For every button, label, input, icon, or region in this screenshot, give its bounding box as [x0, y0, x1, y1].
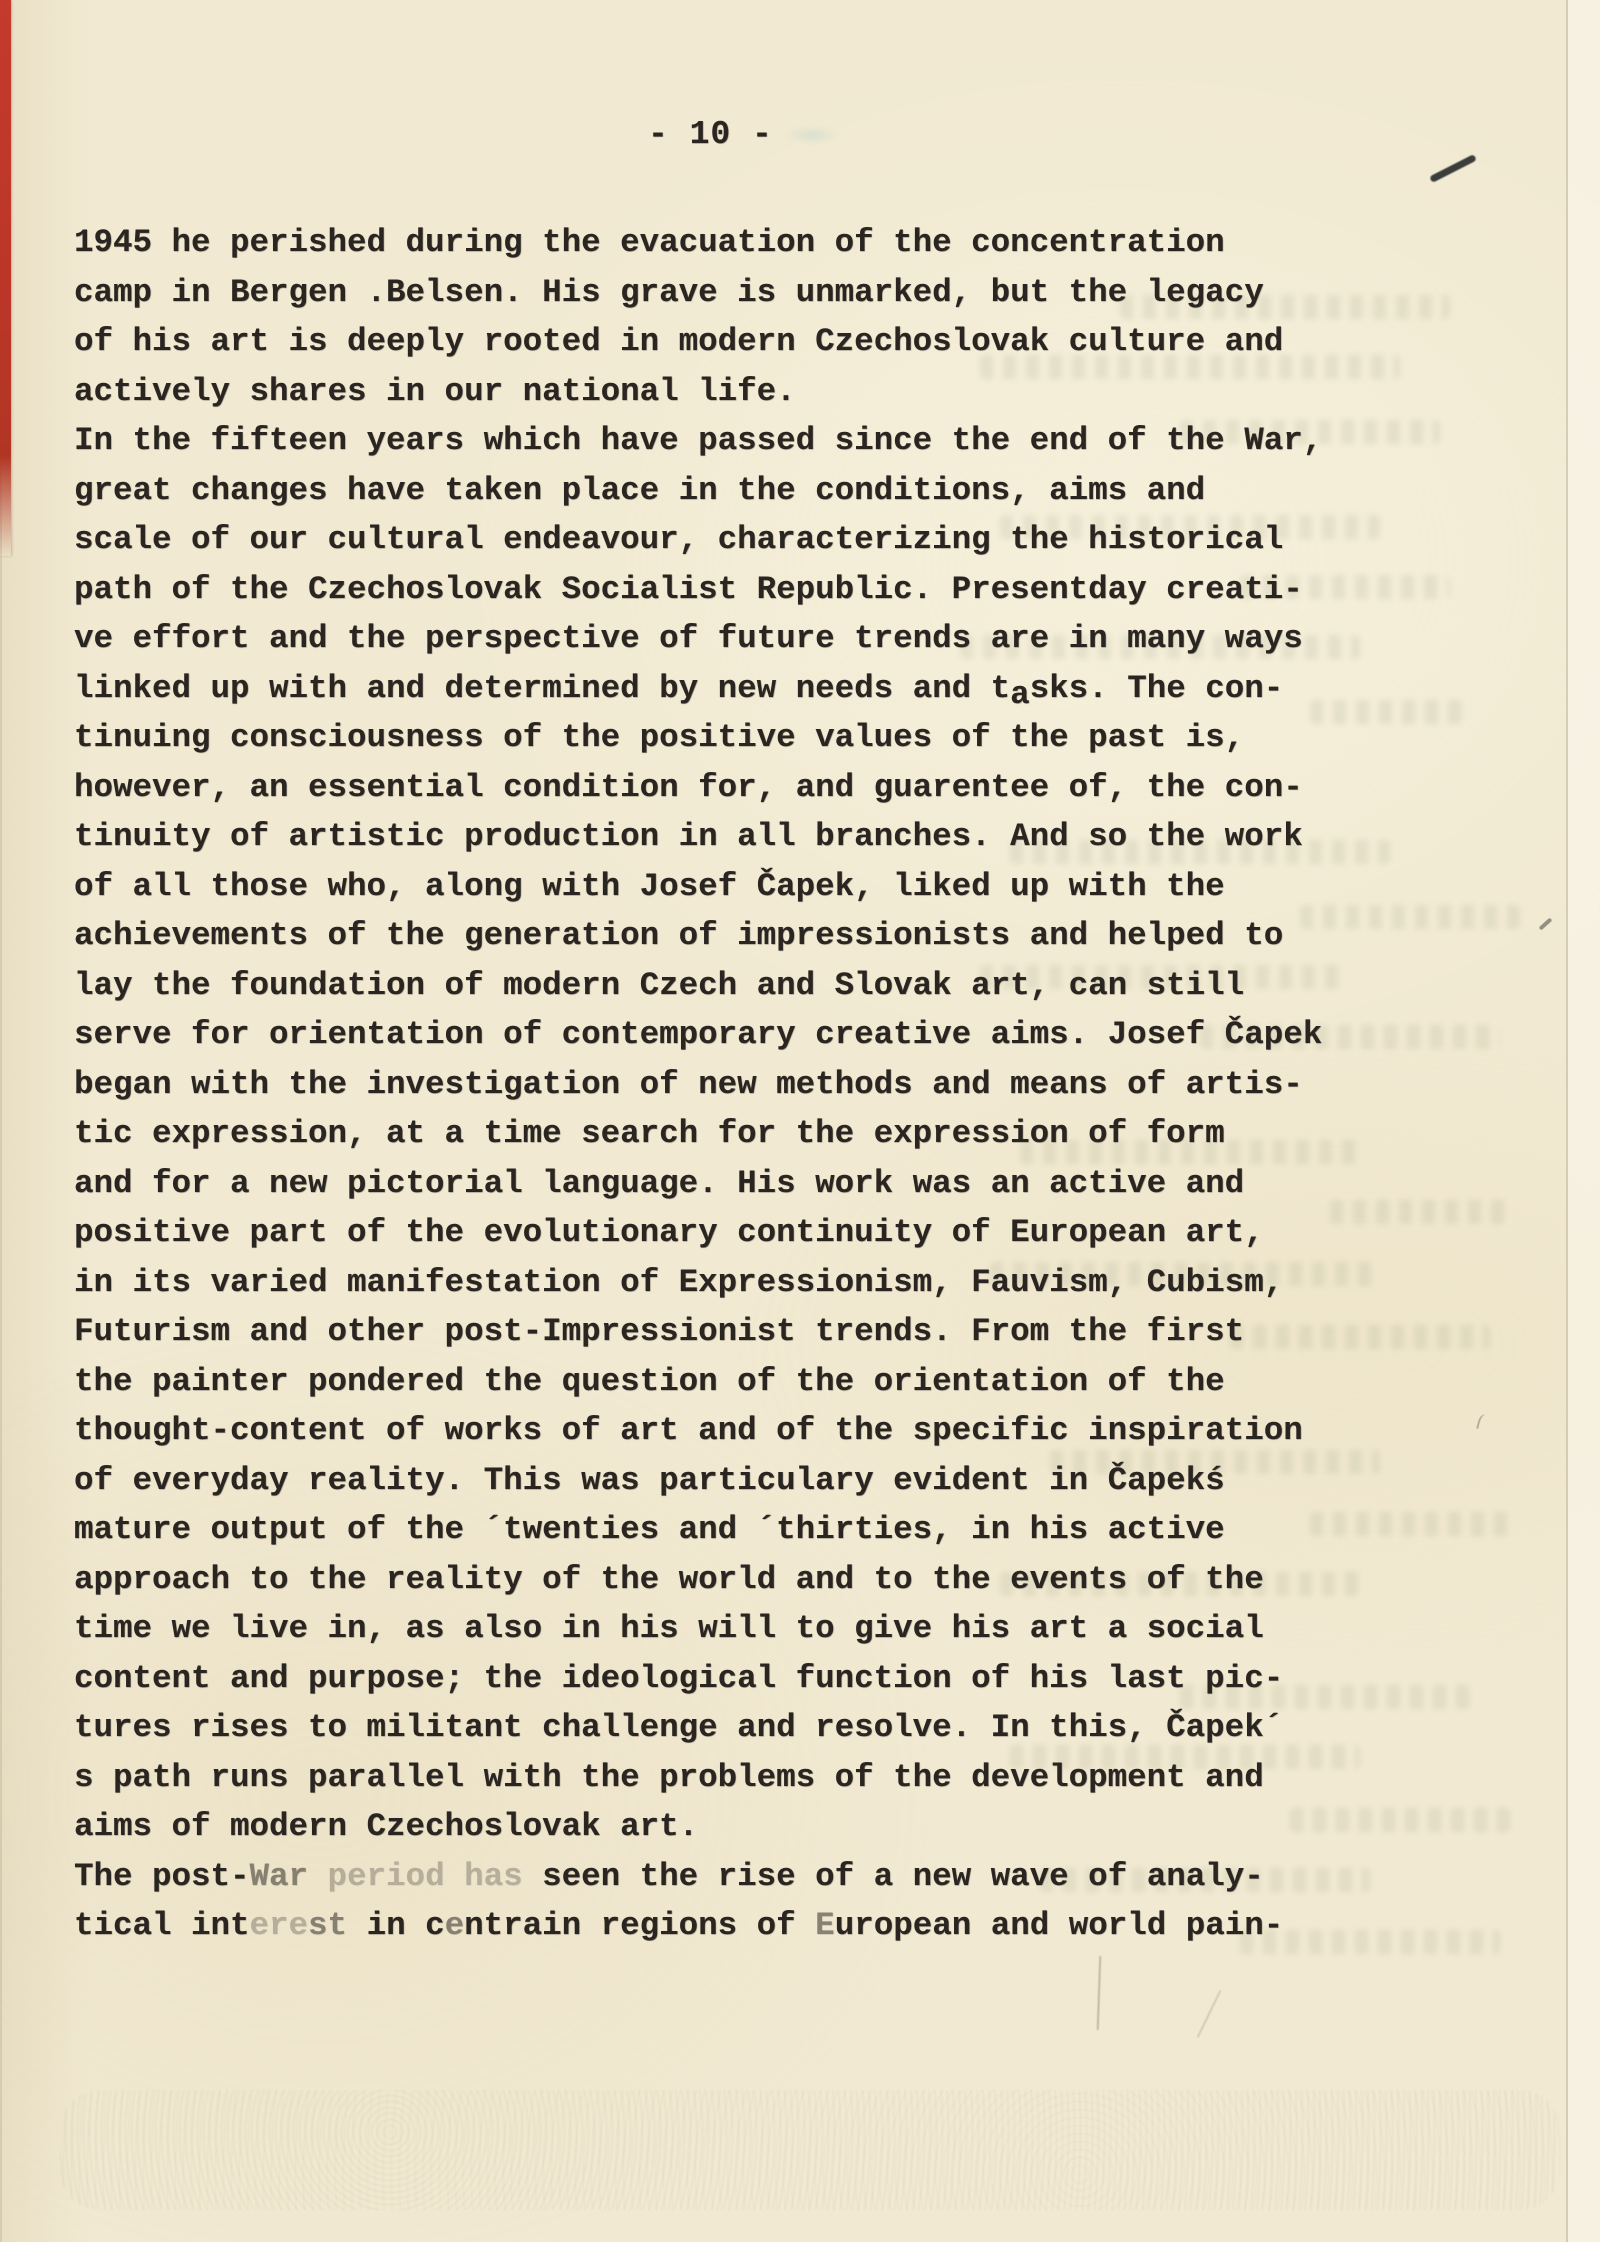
text-line — [74, 1109, 1374, 1159]
text-segment: linked up with and determined by new needs and t — [74, 669, 1011, 707]
text-segment: aims of modern Czechoslovak art. — [74, 1808, 699, 1845]
text-segment: tinuity of artistic production in all branches. And so the work — [74, 818, 1303, 855]
text-segment: achievements of the generation of impressionists and helped to — [74, 917, 1284, 954]
text-line — [74, 515, 1374, 565]
text-segment: st — [308, 1907, 348, 1944]
text-line — [74, 713, 1374, 763]
text-line — [74, 1604, 1374, 1654]
text-segment: of everyday reality. This was particulary evident in Čapekś — [74, 1461, 1225, 1499]
text-segment: tical int — [74, 1907, 250, 1944]
text-segment: The post- — [74, 1857, 250, 1895]
text-segment: ntrain regions of — [464, 1907, 816, 1944]
text-line — [74, 1307, 1374, 1357]
text-line — [74, 664, 1374, 714]
text-segment: the painter pondered the question of the orientation of the — [74, 1362, 1225, 1400]
text-block — [74, 218, 1374, 1951]
text-line — [74, 317, 1374, 367]
right-paper-edge — [1566, 0, 1600, 2242]
text-segment: ve effort and the perspective of future trends are in many ways — [74, 620, 1303, 657]
text-segment: tinuing consciousness of the positive values of the past is, — [74, 719, 1245, 756]
text-line — [74, 1555, 1374, 1605]
text-segment: content and purpose; the ideological function of his last pic- — [74, 1659, 1284, 1697]
text-segment: e — [444, 1907, 465, 1944]
text-segment: E — [815, 1907, 835, 1944]
text-segment: period has — [327, 1857, 523, 1895]
text-line — [74, 1802, 1374, 1852]
text-line — [74, 367, 1374, 417]
text-line — [74, 1753, 1374, 1803]
text-segment: seen the rise of a new wave of analy- — [522, 1857, 1264, 1895]
text-segment: time we live in, as also in his will to give his art a social — [74, 1610, 1264, 1647]
pencil-dash-mark — [1429, 154, 1477, 183]
text-segment: lay the foundation of modern Czech and Slovak art, can still — [74, 966, 1245, 1004]
text-line — [74, 1060, 1374, 1110]
paper-stain-band — [60, 2090, 1560, 2210]
text-segment: in c — [347, 1907, 445, 1944]
text-segment: a — [1010, 675, 1030, 713]
text-line — [74, 1901, 1374, 1951]
text-line — [74, 961, 1374, 1011]
text-line — [74, 1505, 1374, 1555]
text-segment: positive part of the evolutionary continuity of European art, — [74, 1214, 1264, 1251]
text-segment: approach to the reality of the world and to the events of the — [74, 1560, 1264, 1598]
text-line — [74, 763, 1374, 813]
text-segment: camp in Bergen .Belsen. His grave is unmarked, but the legacy — [74, 273, 1264, 311]
text-line — [74, 1357, 1374, 1407]
text-segment: however, an essential condition for, and guarentee of, the con- — [74, 768, 1303, 806]
text-line — [74, 614, 1374, 664]
paper-scratch — [1197, 1990, 1222, 2038]
text-segment: mature output of the ´twenties and ´thirties, in his active — [74, 1511, 1225, 1548]
text-line — [74, 268, 1374, 318]
text-segment: began with the investigation of new methods and means of artis- — [74, 1065, 1303, 1103]
text-line — [74, 218, 1374, 268]
pencil-squiggle-mark — [1476, 1413, 1490, 1431]
text-segment: War — [249, 1857, 328, 1895]
red-binding-strip — [0, 0, 11, 556]
text-line — [74, 1258, 1374, 1308]
text-line — [74, 1703, 1374, 1753]
text-segment: of his art is deeply rooted in modern Czechoslovak culture and — [74, 323, 1284, 360]
text-line — [74, 1010, 1374, 1060]
ink-smudge — [786, 126, 838, 144]
text-segment: path of the Czechoslovak Socialist Republic. Presentday creati- — [74, 570, 1303, 608]
text-segment: ere — [249, 1907, 309, 1944]
text-line — [74, 1159, 1374, 1209]
text-line — [74, 1654, 1374, 1704]
text-line — [74, 1456, 1374, 1506]
text-segment: of all those who, along with Josef Čapek, liked up with the — [74, 867, 1225, 905]
text-line — [74, 416, 1374, 466]
text-line — [74, 565, 1374, 615]
text-segment: s path runs parallel with the problems of the development and — [74, 1758, 1264, 1796]
text-segment: and for a new pictorial language. His work was an active and — [74, 1164, 1245, 1202]
text-segment: Futurism and other post-Impressionist trends. From the first — [74, 1313, 1245, 1350]
text-segment: scale of our cultural endeavour, characterizing the historical — [74, 521, 1284, 558]
text-line — [74, 812, 1374, 862]
text-line — [74, 911, 1374, 961]
text-segment: in its varied manifestation of Expressionism, Fauvism, Cubism, — [74, 1263, 1284, 1301]
text-segment: actively shares in our national life. — [74, 372, 796, 410]
text-line — [74, 1406, 1374, 1456]
text-segment: serve for orientation of contemporary creative aims. Josef Čapek — [74, 1016, 1323, 1053]
text-segment: great changes have taken place in the conditions, aims and — [74, 471, 1206, 509]
page-number: - 10 - — [648, 116, 773, 153]
text-line — [74, 1852, 1374, 1902]
pencil-tick-mark — [1539, 917, 1553, 930]
text-line — [74, 1208, 1374, 1258]
text-line — [74, 466, 1374, 516]
text-line — [74, 862, 1374, 912]
text-segment: In the fifteen years which have passed since the end of the War, — [74, 422, 1323, 459]
text-segment: sks. The con- — [1029, 669, 1284, 707]
text-segment: uropean and world pain- — [834, 1907, 1284, 1944]
text-segment: tic expression, at a time search for the expression of form — [74, 1115, 1225, 1152]
text-segment: thought-content of works of art and of the specific inspiration — [74, 1412, 1303, 1449]
text-segment: tures rises to militant challenge and resolve. In this, Čapek´ — [74, 1709, 1284, 1746]
text-segment: 1945 he perished during the evacuation of the concentration — [74, 224, 1225, 261]
paper-scratch — [1097, 1956, 1102, 2030]
